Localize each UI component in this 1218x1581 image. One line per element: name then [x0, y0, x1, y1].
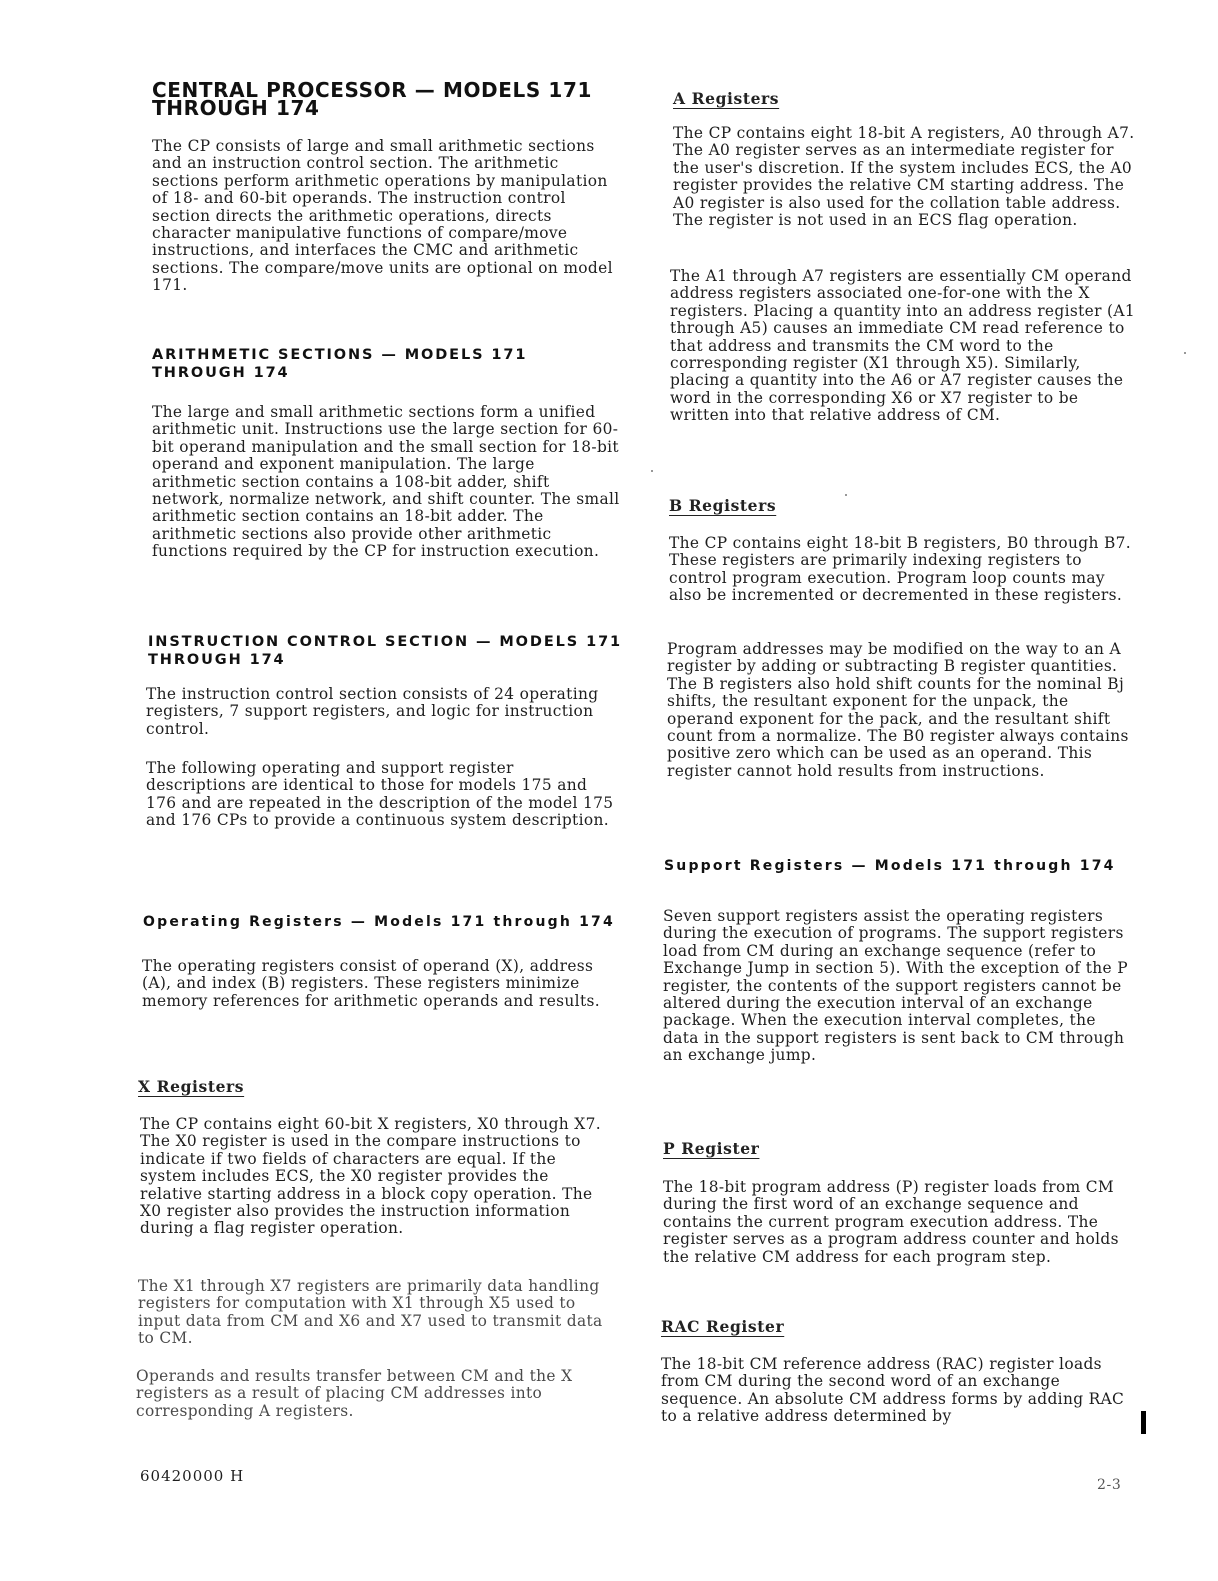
scan-speck: [1184, 352, 1186, 354]
instruction-control-heading: INSTRUCTION CONTROL SECTION — MODELS 171 THROUGH 174: [148, 634, 623, 668]
scan-speck: [845, 494, 847, 496]
rac-register-heading: RAC Register: [661, 1317, 785, 1336]
rac-register-paragraph: The 18-bit CM reference address (RAC) register loads from CM during the second word of an exchange sequence. An absolute CM address forms by adding RAC to a relative address determined by: [661, 1355, 1125, 1426]
page-title-line1: CENTRAL PROCESSOR — MODELS 171: [152, 78, 592, 102]
page-title-line2: THROUGH 174: [152, 96, 320, 120]
x-registers-heading: X Registers: [138, 1077, 245, 1096]
b-registers-paragraph-1: The CP contains eight 18-bit B registers, B0 through B7. These registers are primarily indexing registers to control program execution. Program loop counts may also be incremented or decremented in these registers.: [669, 534, 1132, 605]
document-number: 60420000 H: [140, 1467, 245, 1485]
a-registers-paragraph-2: The A1 through A7 registers are essentially CM operand address registers associated one-for-one with the X registers. Placing a quantity into an address register (A1 through A5) causes an immediate CM read reference to that address and transmits the CM word to the corresponding register (X1 through X5). Similarly, placing a quantity into the A6 or A7 register causes the word in the corresponding X6 or X7 register to be written into that relative address of CM.: [670, 267, 1136, 425]
support-registers-paragraph: Seven support registers assist the operating registers during the execution of programs. The support registers load from CM during an exchange sequence (refer to Exchange Jump in section 5). With the exception of the P register, the contents of the support registers cannot be altered during the execution interval of an exchange package. When the execution interval completes, the data in the support registers is sent back to CM through an exchange jump.: [663, 907, 1128, 1065]
arithmetic-sections-heading: ARITHMETIC SECTIONS — MODELS 171 THROUGH 174: [152, 347, 528, 381]
b-registers-heading: B Registers: [669, 496, 777, 515]
revision-change-bar: [1141, 1411, 1146, 1434]
x-registers-paragraph-2: The X1 through X7 registers are primarily data handling registers for computation with X1 through X5 used to input data from CM and X6 and X7 used to transmit data to CM.: [138, 1277, 603, 1348]
support-registers-heading: Support Registers — Models 171 through 174: [664, 858, 1116, 874]
intro-paragraph: The CP consists of large and small arithmetic sections and an instruction control section. The arithmetic sections perform arithmetic operations by manipulation of 18- and 60-bit operands. The instruction control section directs the arithmetic operations, directs character manipulative functions of compare/move instructions, and interfaces the CMC and arithmetic sections. The compare/move units are optional on model 171.: [152, 137, 613, 295]
arithmetic-sections-paragraph: The large and small arithmetic sections form a unified arithmetic unit. Instructions use the large section for 60-bit operand manipulation and the small section for 18-bit operand and exponent manipulation. The large arithmetic section contains a 108-bit adder, shift network, normalize network, and shift counter. The small arithmetic section contains an 18-bit adder. The arithmetic sections also provide other arithmetic functions required by the CP for instruction execution.: [152, 403, 620, 561]
x-registers-paragraph-3: Operands and results transfer between CM and the X registers as a result of placing CM addresses into corresponding A registers.: [136, 1367, 573, 1420]
page-title: [152, 78, 592, 120]
page-number: 2-3: [1097, 1477, 1122, 1493]
instruction-control-paragraph-1: The instruction control section consists of 24 operating registers, 7 support registers, and logic for instruction control.: [146, 685, 599, 738]
a-registers-paragraph-1: The CP contains eight 18-bit A registers, A0 through A7. The A0 register serves as an intermediate register for the user's discretion. If the system includes ECS, the A0 register provides the relative CM starting address. The A0 register is also used for the collation table address. The register is not used in an ECS flag operation.: [673, 124, 1135, 230]
p-register-paragraph: The 18-bit program address (P) register loads from CM during the first word of an exchange sequence and contains the current program execution address. The register serves as a program address counter and holds the relative CM address for each program step.: [663, 1178, 1119, 1266]
p-register-heading: P Register: [663, 1139, 760, 1158]
operating-registers-heading: Operating Registers — Models 171 through 174: [143, 914, 615, 930]
operating-registers-paragraph: The operating registers consist of operand (X), address (A), and index (B) registers. These registers minimize memory references for arithmetic operands and results.: [142, 957, 600, 1010]
x-registers-paragraph-1: The CP contains eight 60-bit X registers, X0 through X7. The X0 register is used in the compare instructions to indicate if two fields of characters are equal. If the system includes ECS, the X0 register provides the relative starting address in a block copy operation. The X0 register also provides the instruction information during a flag register operation.: [140, 1115, 601, 1238]
scan-speck: [651, 470, 653, 472]
b-registers-paragraph-2: Program addresses may be modified on the way to an A register by adding or subtracting B register quantities. The B registers also hold shift counts for the nominal Bj shifts, the resultant exponent for the unpack, the operand exponent for the pack, and the resultant shift count from a normalize. The B0 register always contains positive zero which can be used as an operand. This register cannot hold results from instructions.: [667, 640, 1129, 780]
instruction-control-paragraph-2: The following operating and support register descriptions are identical to those for models 175 and 176 and are repeated in the description of the model 175 and 176 CPs to provide a continuous system description.: [146, 759, 614, 830]
a-registers-heading: A Registers: [673, 89, 780, 108]
